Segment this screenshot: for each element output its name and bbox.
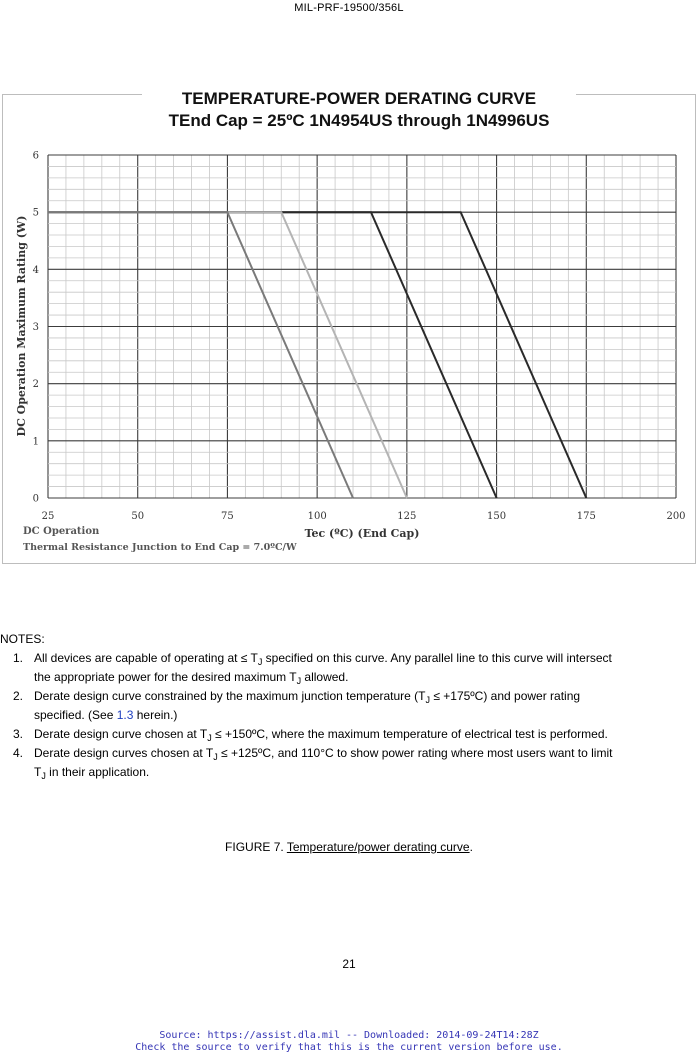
chart-grid (48, 155, 676, 498)
notes-heading: NOTES: (0, 632, 45, 646)
y-tick-label: 4 (32, 264, 39, 276)
annotation-dc-operation: DC Operation (23, 526, 100, 537)
y-tick-label: 1 (32, 436, 39, 448)
series-line-2 (48, 212, 497, 498)
page-number: 21 (342, 957, 356, 971)
verify-line: Check the source to verify that this is the current version before use. (135, 1042, 563, 1053)
x-tick-label: 100 (307, 511, 327, 522)
section-link[interactable]: 1.3 (116, 708, 134, 722)
source-footer (0, 1030, 698, 1054)
figure-caption: FIGURE 7. Temperature/power derating curve. (225, 840, 473, 854)
x-tick-label: 25 (41, 511, 55, 522)
source-line: Source: https://assist.dla.mil -- Downloaded: 2014-09-24T14:28Z (159, 1030, 539, 1041)
y-tick-label: 5 (32, 207, 39, 219)
x-axis-label: Tec (ºC) (End Cap) (304, 527, 420, 540)
y-tick-label: 3 (32, 322, 39, 333)
y-tick-label: 2 (32, 379, 39, 391)
document-id: MIL-PRF-19500/356L (294, 2, 404, 14)
note-4: 4. Derate design curves chosen at $T_J$ ≤ +125ºC, and 110°C to show power rating where most users want to limit $T_J$ in their application. (13, 746, 613, 781)
x-tick-label: 125 (397, 511, 417, 522)
chart-title-line2: TEnd Cap = 25ºC 1N4954US through 1N4996US (168, 111, 550, 130)
series-line-4 (48, 212, 353, 498)
x-tick-label: 150 (487, 511, 507, 522)
y-tick-label: 6 (32, 150, 39, 162)
chart-title (142, 88, 576, 132)
annotation-thermal-resistance: Thermal Resistance Junction to End Cap = 7.0ºC/W (23, 542, 297, 553)
note-1: 1. All devices are capable of operating at ≤ $T_J$ specified on this curve. Any parallel line to this curve will intersect the appropriate power for the desired maximum $T_J$ allowed. (13, 651, 612, 686)
x-tick-label: 75 (221, 511, 234, 522)
x-tick-label: 175 (576, 511, 596, 522)
x-tick-label: 50 (131, 511, 145, 522)
y-axis-label: DC Operation Maximum Rating (W) (15, 215, 28, 437)
x-tick-label: 200 (666, 511, 686, 522)
chart-title-line1: TEMPERATURE-POWER DERATING CURVE (181, 89, 537, 108)
note-2: 2. Derate design curve constrained by the maximum junction temperature ($T_J$ ≤ +175ºC) and power rating specified. (See 1.3 herein.) (13, 689, 581, 722)
chart-ticks (33, 151, 686, 523)
note-3: 3. Derate design curve chosen at $T_J$ ≤ +150ºC, where the maximum temperature of electrical test is performed. (13, 727, 608, 743)
notes-section (0, 630, 698, 782)
y-tick-label: 0 (32, 493, 39, 505)
